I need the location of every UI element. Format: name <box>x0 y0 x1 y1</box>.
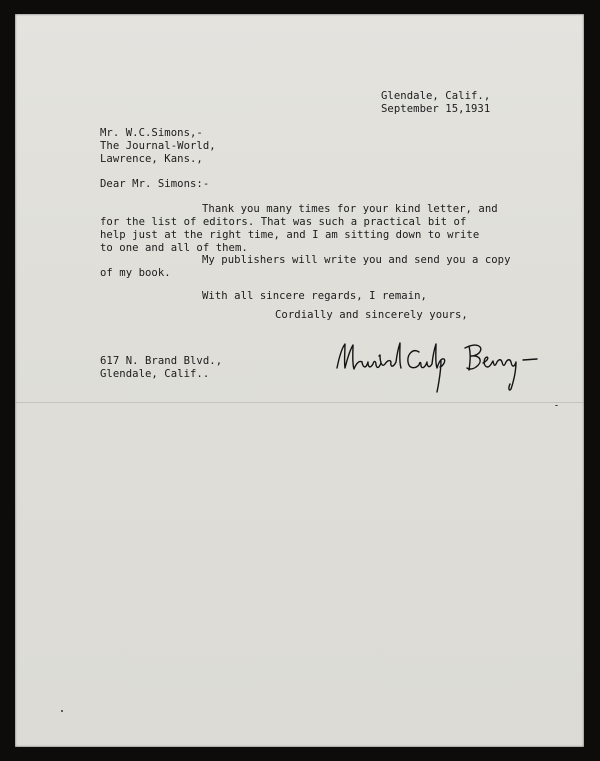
sender-city: Glendale, Calif.. <box>100 368 210 380</box>
fold-crease <box>15 402 584 403</box>
paragraph-2-line-1: My publishers will write you and send you a copy <box>202 254 511 266</box>
complimentary-close: Cordially and sincerely yours, <box>275 309 468 321</box>
paragraph-1-line-3: help just at the right time, and I am sitting down to write <box>100 229 480 241</box>
sender-street: 617 N. Brand Blvd., <box>100 355 223 367</box>
recipient-city: Lawrence, Kans., <box>100 153 203 165</box>
paragraph-1-line-1: Thank you many times for your kind letter, and <box>202 203 498 215</box>
recipient-name: Mr. W.C.Simons,- <box>100 127 203 139</box>
letter-date: September 15,1931 <box>381 103 491 115</box>
paragraph-2-line-2: of my book. <box>100 267 171 279</box>
recipient-newspaper: The Journal-World, <box>100 140 216 152</box>
salutation: Dear Mr. Simons:- <box>100 178 210 190</box>
paper-speck <box>61 710 63 712</box>
handwritten-signature <box>333 340 543 395</box>
paper-speck <box>555 405 558 406</box>
closing-sentence: With all sincere regards, I remain, <box>202 290 427 302</box>
paragraph-1-line-2: for the list of editors. That was such a practical bit of <box>100 216 467 228</box>
letter-sheet <box>15 14 584 747</box>
letter-place: Glendale, Calif., <box>381 90 491 102</box>
paragraph-1-line-4: to one and all of them. <box>100 242 248 254</box>
